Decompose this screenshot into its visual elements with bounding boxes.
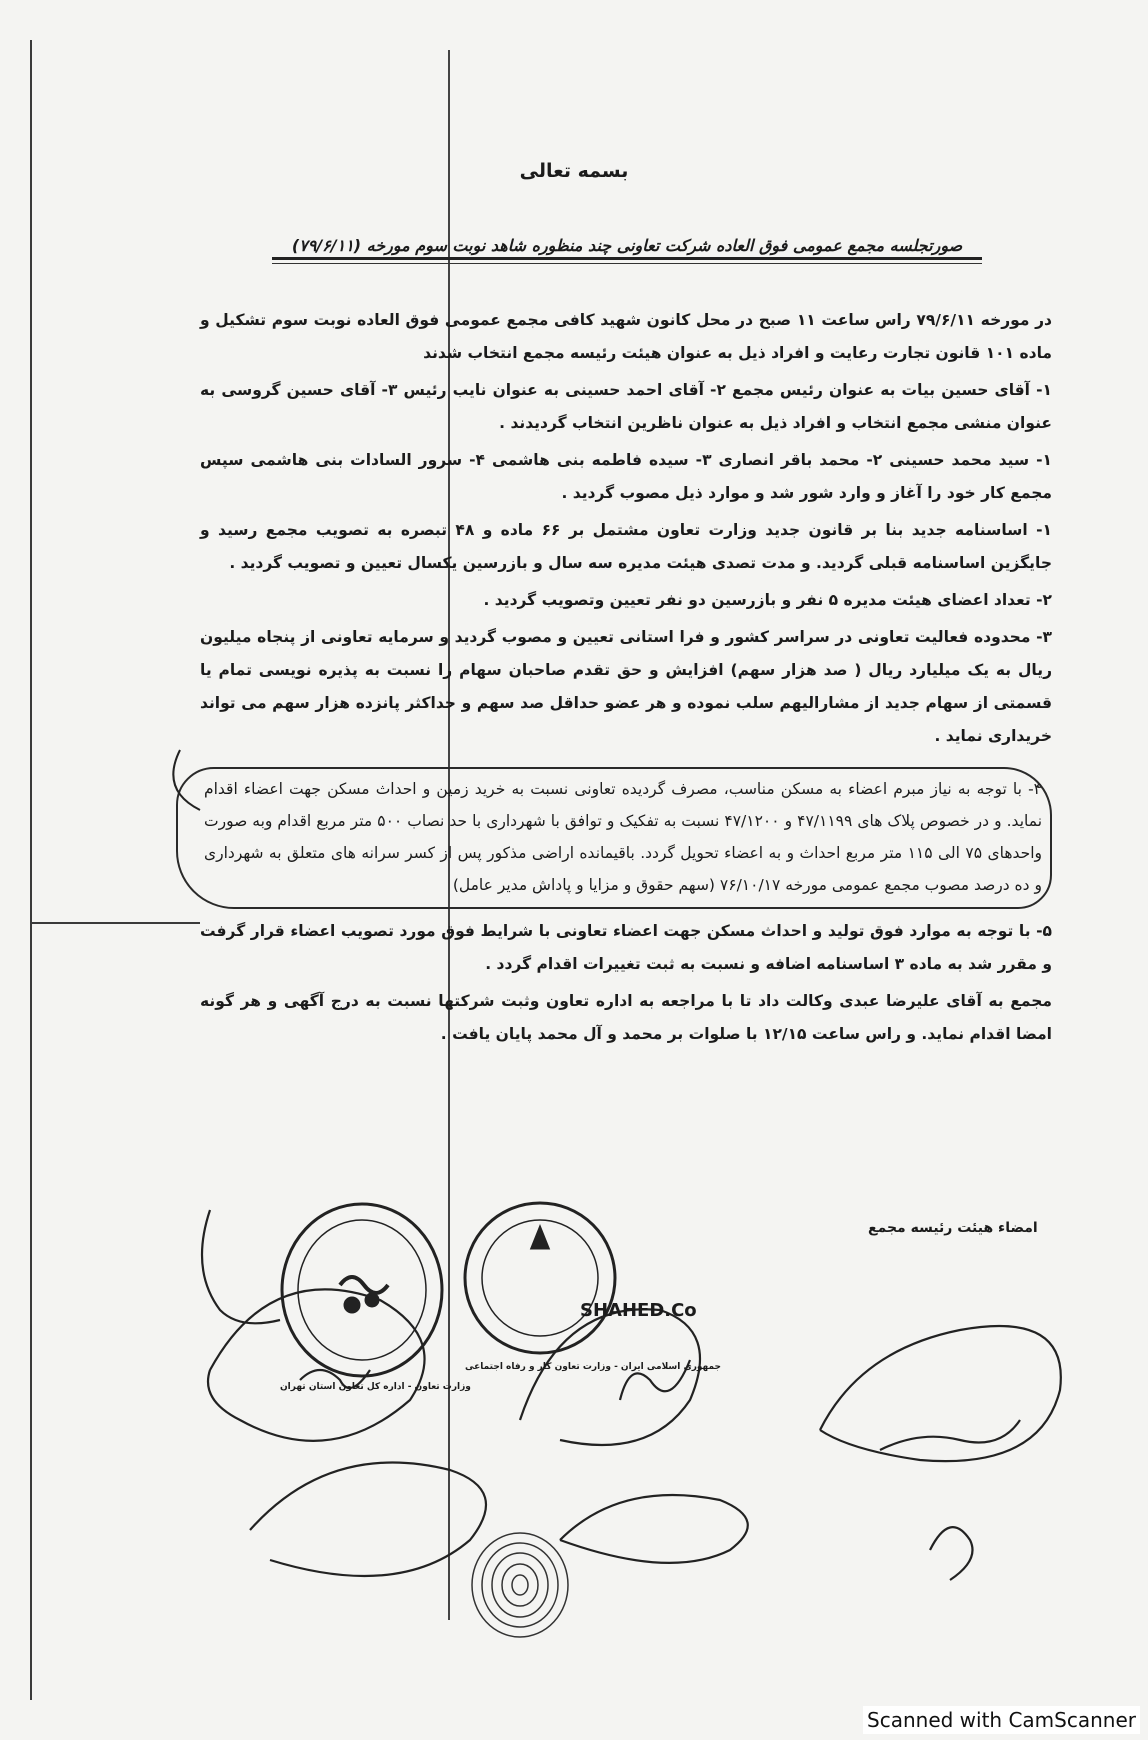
paragraph-observers: ۱- سید محمد حسینی ۲- محمد باقر انصاری ۳- سیده فاطمه بنی هاشمی ۴- سرور السادات بنی هاشمی سپس مجمع کار خود را آغاز و وارد شور شد و موارد ذیل مصوب گردید . xyxy=(200,451,1052,502)
seal-right-icon xyxy=(465,1203,615,1353)
paragraph-item-3: ۳- محدوده فعالیت تعاونی در سراسر کشور و فرا استانی تعیین و مصوب گردید و سرمایه تعاونی از پنجاه میلیون ریال به یک میلیارد ریال ( صد هزار سهم) افزایش و حق تقدم صاحبان سهام را نسبت به پذیره نویسی تمام یا قسمتی از سهام جدید از مشارالیهم سلب نموده و هر عضو حداقل صد سهم و حداکثر پانزده هزار سهم می تواند خریداری نماید . xyxy=(200,628,1052,745)
paragraph-item-1: ۱- اساسنامه جدید بنا بر قانون جدید وزارت تعاون مشتمل بر ۶۶ ماده و ۴۸ تبصره به تصویب مجمع رسید و جایگزین اساسنامه قبلی گردید. و مدت تصدی هیئت مدیره سه سال و بازرسین یکسال تعیین و تصویب گردید . xyxy=(200,521,1052,572)
paragraph-intro: در مورخه ۷۹/۶/۱۱ راس ساعت ۱۱ صبح در محل کانون شهید کافی مجمع عمومی فوق العاده نوبت سوم تشکیل و ماده ۱۰۱ قانون تجارت رعایت و افراد ذیل به عنوان هیئت رئیسه مجمع انتخاب شدند xyxy=(200,311,1053,362)
paragraph-item-5: ۵- با توجه به موارد فوق تولید و احداث مسکن جهت اعضاء تعاونی با شرایط فوق مورد تصویب اعضاء قرار گرفت و مقرر شد به ماده ۳ اساسنامه اضافه و نسبت به ثبت تغییرات اقدام گردد . xyxy=(200,922,1052,973)
camscanner-watermark: Scanned with CamScanner xyxy=(863,1706,1140,1734)
paragraph-item-4-text: ۴- با توجه به نیاز مبرم اعضاء به مسکن مناسب، مصرف گردیده تعاونی نسبت به خرید زمین و احداث مسکن جهت اعضاء اقدام نماید. و در خصوص پلاک های ۴۷/۱۱۹۹ و ۴۷/۱۲۰۰ نسبت به تفکیک و توافق با شهرداری با حد نصاب ۵۰۰ متر مربع اقدام وبه صورت واحدهای ۷۵ الی ۱۱۵ متر مربع احداث و به اعضاء تحویل گردد. باقیمانده اراضی مذکور پس از کسر سرانه های متعلق به شهرداری و ده درصد مصوب مجمع عمومی مورخه ۷۶/۱۰/۱۷ (سهم حقوق و مزایا و پاداش مدیر عامل) xyxy=(204,780,1043,894)
paragraph-item-2: ۲- تعداد اعضای هیئت مدیره ۵ نفر و بازرسین دو نفر تعیین وتصویب گردید . xyxy=(483,591,1052,609)
bracket-mark-icon xyxy=(173,750,200,810)
paragraph-closing: مجمع به آقای علیرضا عبدی وکالت داد تا با مراجعه به اداره تعاون وثبت شرکتها نسبت به درج آگهی و هر گونه امضا اقدام نماید. و راس ساعت ۱۲/۱۵ با صلوات بر محمد و آل محمد پایان یافت . xyxy=(200,992,1052,1043)
seal-right-text: جمهوری اسلامی ایران - وزارت تعاون کار و رفاه اجتماعی xyxy=(465,1362,722,1372)
document-heading: بسمه تعالی xyxy=(519,160,629,182)
seal-left-text: وزارت تعاون - اداره کل تعاون استان تهران xyxy=(280,1382,471,1392)
fingerprint-icon xyxy=(472,1533,568,1637)
signature-caption: امضاء هیئت رئیسه مجمع xyxy=(868,1220,1038,1236)
company-stamp-text: SHAHED.Co xyxy=(580,1300,697,1321)
document-subject: صورتجلسه مجمع عمومی فوق العاده شرکت تعاونی چند منظوره شاهد نوبت سوم مورخه (۷۹/۶/۱۱) xyxy=(272,236,982,260)
paragraph-board: ۱- آقای حسین بیات به عنوان رئیس مجمع ۲- آقای احمد حسینی به عنوان نایب رئیس ۳- آقای حسین گروسی به عنوان منشی مجمع انتخاب و افراد ذیل به عنوان ناظرین انتخاب گردیدند . xyxy=(200,381,1052,432)
signature-scribbles-icon xyxy=(202,1210,1061,1580)
